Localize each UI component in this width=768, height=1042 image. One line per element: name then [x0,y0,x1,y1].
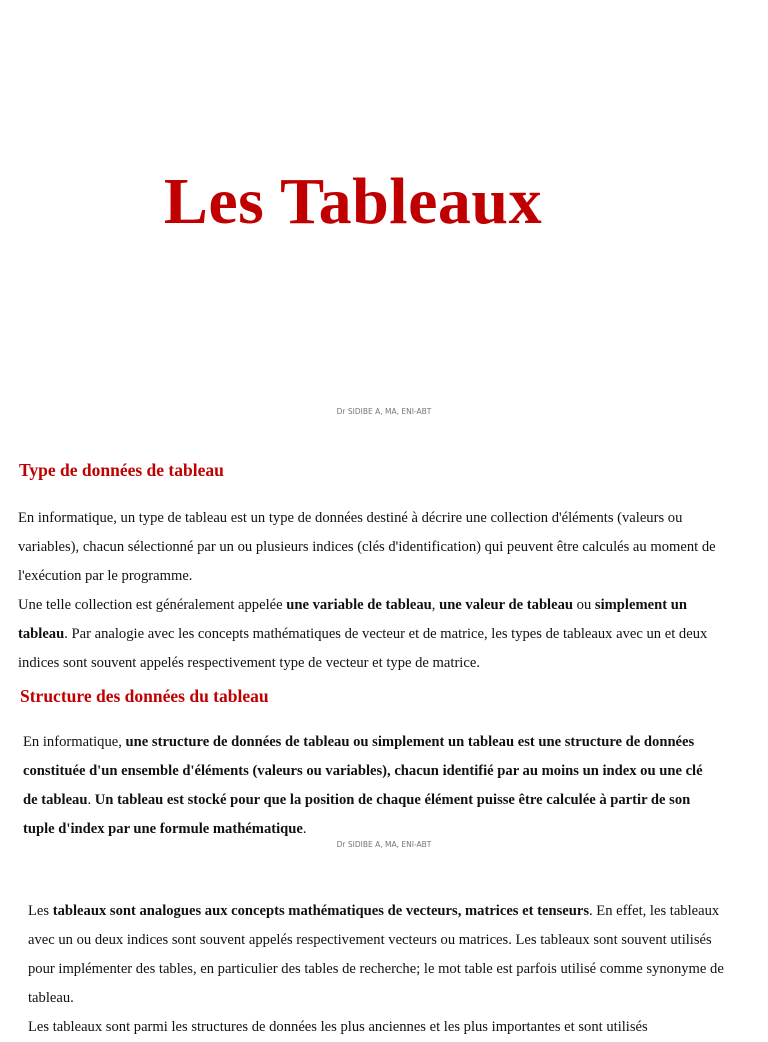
slide-footer: Dr SIDIBE A, MA, ENI-ABT [336,840,432,849]
paragraph-importance: Les tableaux sont parmi les structures de données les plus anciennes et les plus importantes et sont utilisés [28,1019,648,1035]
text-run: , [431,597,440,613]
bold-term: Un tableau est stocké pour que la position de chaque élément puisse être calculée à partir de son tuple d'index par une formule mathématique [23,792,691,837]
bold-term: une structure de données de tableau ou simplement un tableau est une structure de données constituée d'un ensemble d'éléments (valeurs ou variables), chacun identifié par au moins un index ou une clé de tableau [23,734,703,808]
text-run: . En effet, les tableaux avec un ou deux indices sont souvent appelés respectivement vecteurs ou matrices. Les tableaux sont souvent utilisés pour implémenter des tables, en particulier des tables de recherche; le mot table est parfois utilisé comme synonyme de tableau. [28,903,724,1006]
text-run: ou [573,597,595,613]
page-title: Les Tableaux [163,165,543,238]
text-run: . Par analogie avec les concepts mathématiques de vecteur et de matrice, les types de tableaux avec un et deux indices sont souvent appelés respectivement type de vecteur et type de matrice. [18,626,708,671]
text-run: Les [28,903,53,919]
slide-footer: Dr SIDIBE A, MA, ENI-ABT [336,407,432,416]
text-run: En informatique, [23,734,126,750]
section-heading-type: Type de données de tableau [19,460,224,480]
paragraph-analogies [28,897,732,1013]
text-run: . [302,821,307,837]
text-run: Une telle collection est généralement appelée [18,597,287,613]
bold-term: simplement un tableau [18,597,687,642]
bold-term: une variable de tableau [286,597,432,613]
bold-term: tableaux sont analogues aux concepts mathématiques de vecteurs, matrices et tenseurs [52,903,589,919]
section-heading-structure: Structure des données du tableau [20,686,269,706]
paragraph-structure-definition [23,728,718,844]
bold-term: une valeur de tableau [439,597,574,613]
text-run: . [87,792,95,808]
paragraph-type-definition: En informatique, un type de tableau est un type de données destiné à décrire une collection d'éléments (valeurs ou variables), chacun sélectionné par un ou plusieurs indices (clés d'identification) qui peuvent être calculés au moment de l'exécution par le programme. [18,510,716,584]
paragraph-type-collection [18,591,740,678]
